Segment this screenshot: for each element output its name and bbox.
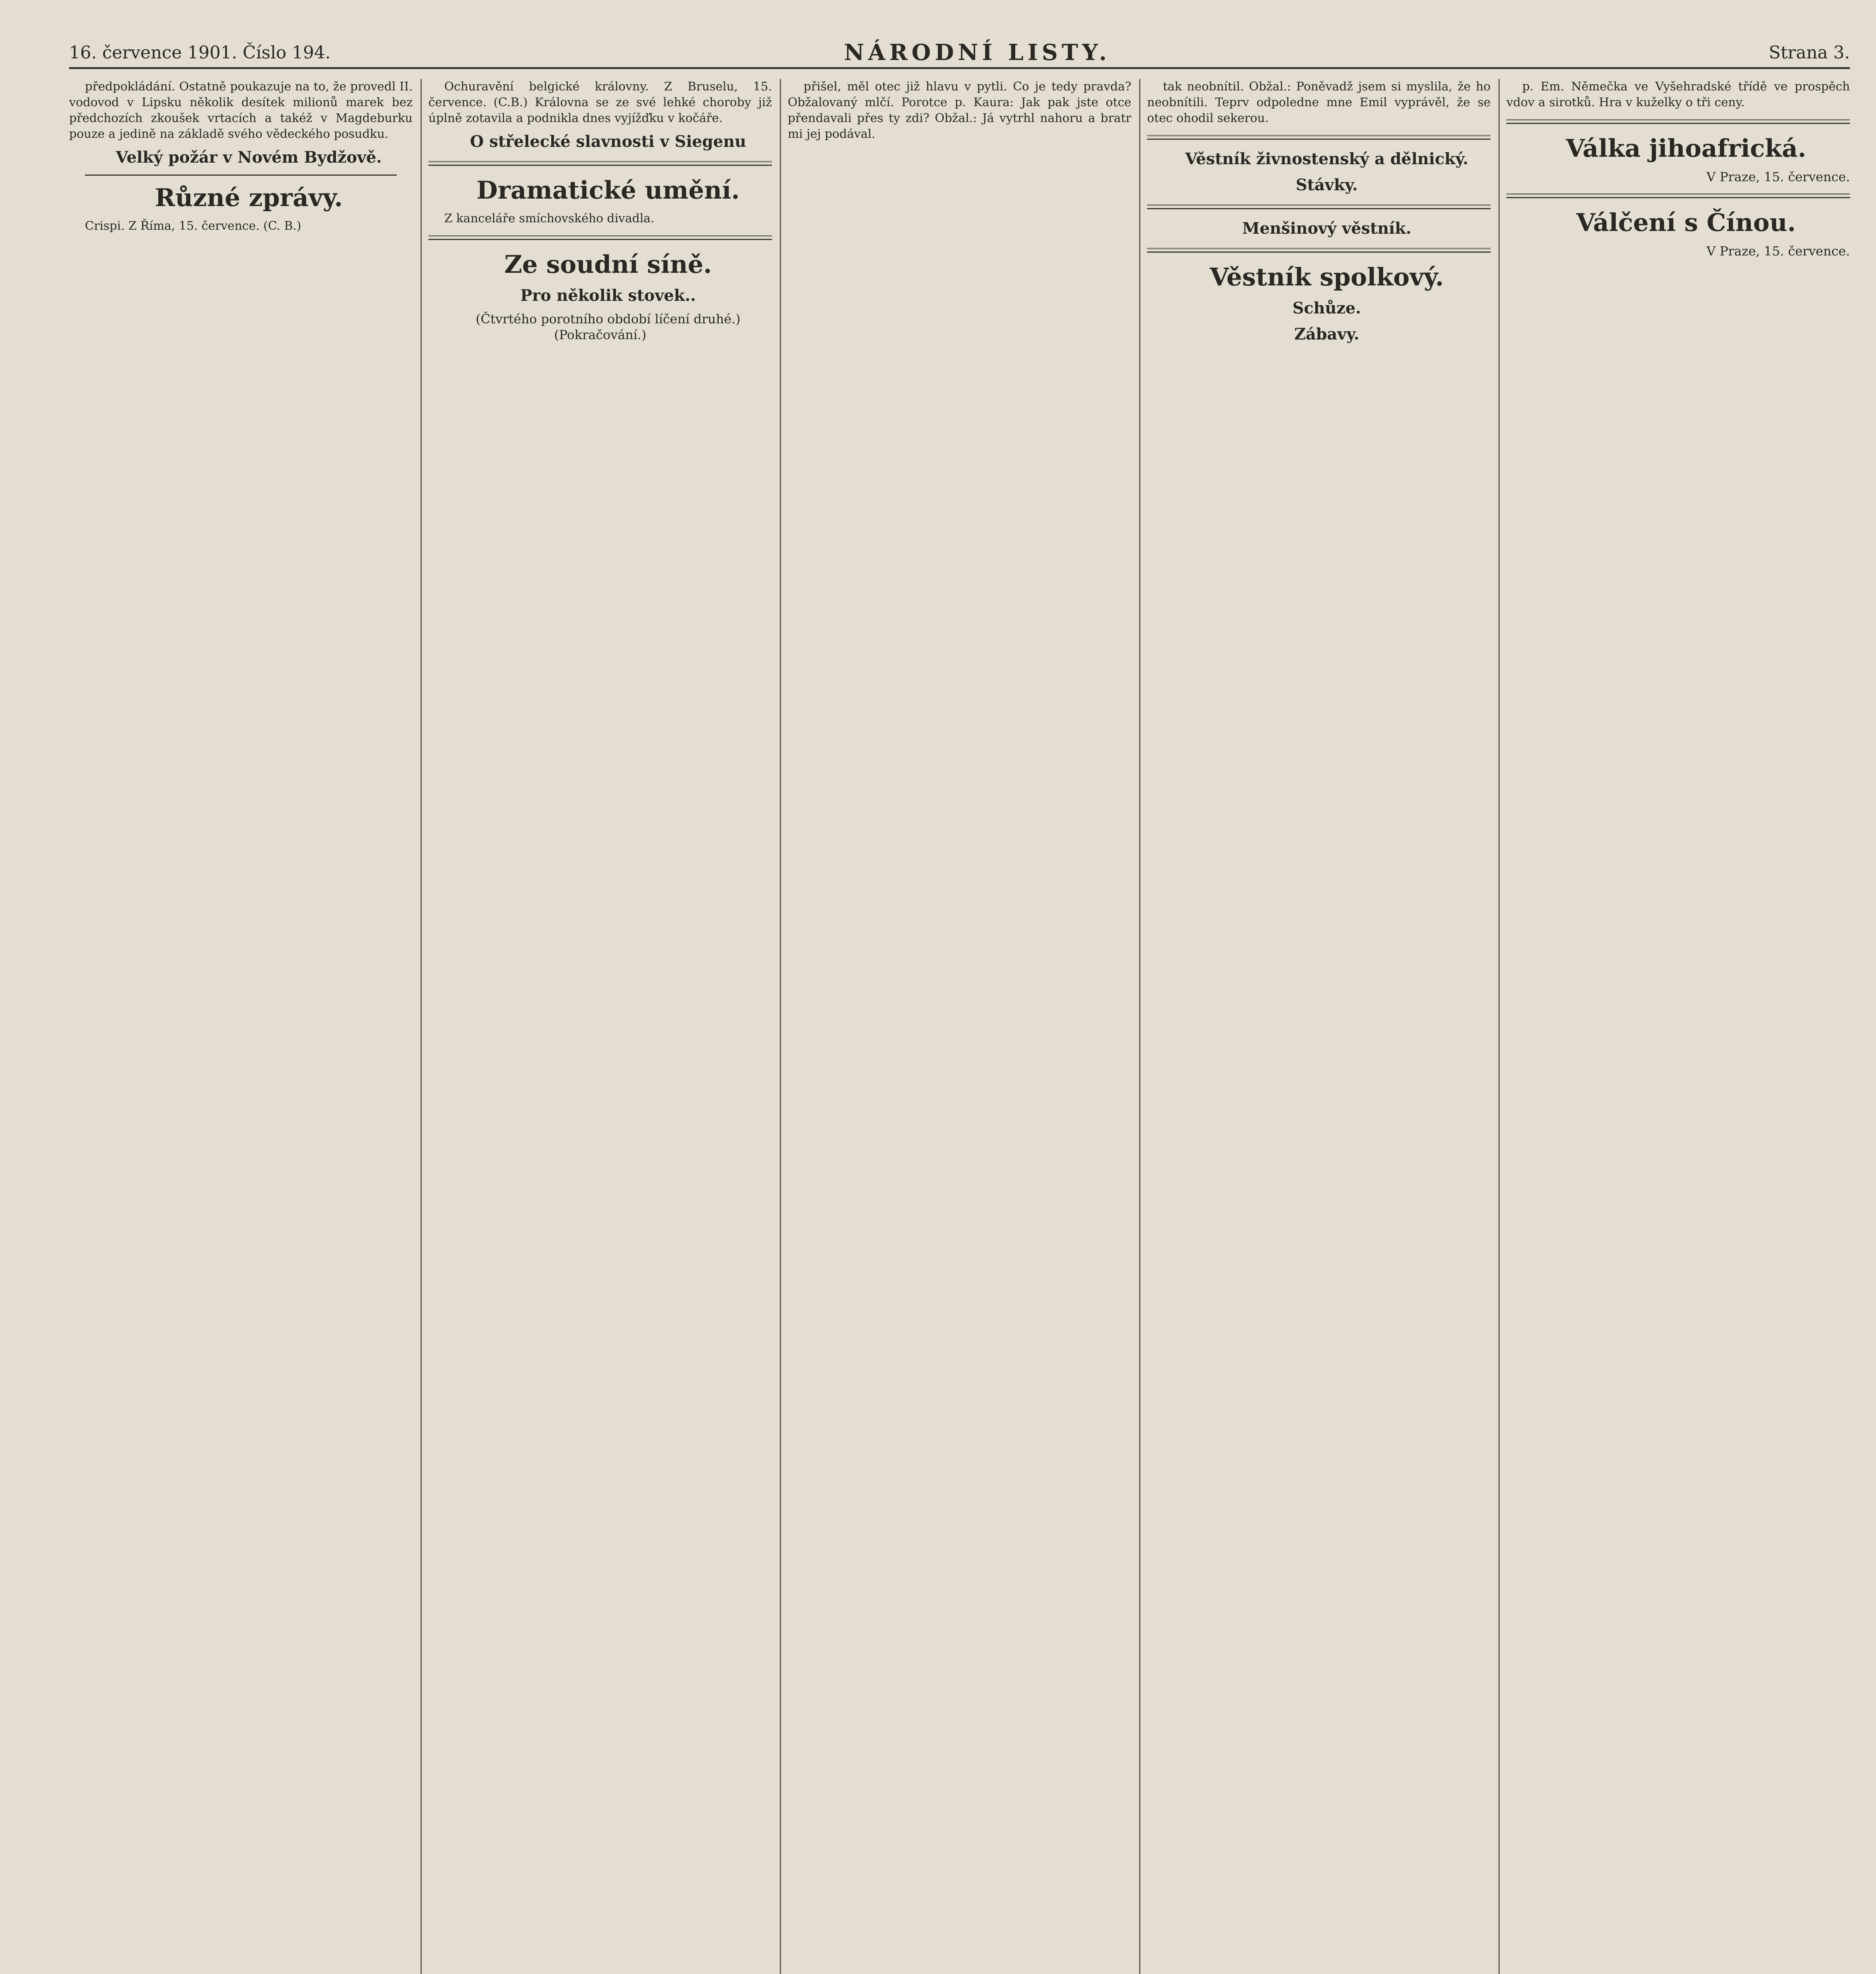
newspaper-title: NÁRODNÍ LISTY.	[844, 39, 1111, 66]
subsection-heading: Zábavy.	[1294, 325, 1360, 343]
issue-date: 16. července 1901. Číslo 194.	[69, 43, 331, 63]
article-text: Ochuravění belgické královny. Z Bruselu, 15. července. (C.B.) Královna se ze své lehké choroby již úplně zotavila a podnikla dnes vyjížďku v kočáře.	[428, 80, 772, 125]
column-rule	[1139, 79, 1140, 1974]
article-subheading: (Čtvrtého porotního období líčení druhé.) (Pokračování.)	[475, 311, 741, 342]
section-heading: Menšinový věstník.	[1242, 219, 1412, 238]
divider	[1147, 205, 1491, 209]
article-text: přišel, měl otec již hlavu v pytli. Co je tedy pravda? Obžalovaný mlčí. Porotce p. Kaura: Jak pak jste otce přendavali přes ty zdi? Obžal.: Já vytrhl nahoru a bratr mi jej podával.	[788, 80, 1131, 141]
section-heading: Válka jihoafrická.	[1566, 134, 1807, 163]
column-rule	[1499, 79, 1500, 1974]
column-rule	[780, 79, 781, 1974]
article-heading: Velký požár v Novém Bydžově.	[116, 148, 382, 167]
divider	[428, 235, 772, 240]
divider	[1506, 119, 1850, 124]
divider	[1147, 135, 1491, 140]
article-text: Z kanceláře smíchovského divadla.	[444, 212, 655, 225]
section-heading: Stávky.	[1296, 176, 1358, 194]
column-2	[428, 79, 772, 1974]
column-5	[1506, 79, 1850, 1974]
column-3	[788, 79, 1131, 1974]
section-heading: Věstník spolkový.	[1209, 263, 1444, 291]
subsection-heading: Schůze.	[1292, 299, 1361, 317]
page-number: Strana 3.	[1769, 43, 1850, 63]
masthead	[69, 39, 1850, 69]
article-text: tak neobnítil. Obžal.: Poněvadž jsem si myslila, že ho neobnítili. Teprv odpoledne mne Emil vyprávěl, že se otec ohodil sekerou.	[1147, 80, 1491, 125]
article-text: Crispi. Z Říma, 15. července. (C. B.)	[85, 219, 301, 233]
column-rule	[421, 79, 422, 1974]
column-1	[69, 79, 413, 1974]
article-heading: Pro několik stovek..	[520, 286, 696, 305]
column-4	[1147, 79, 1491, 1974]
section-heading: Různé zprávy.	[155, 183, 343, 212]
divider	[1147, 248, 1491, 253]
section-heading: Válčení s Čínou.	[1576, 208, 1796, 237]
dateline: V Praze, 15. července.	[1706, 244, 1850, 259]
section-heading: Dramatické umění.	[476, 176, 740, 205]
divider	[428, 161, 772, 166]
section-heading: Ze soudní síně.	[504, 250, 712, 279]
section-heading: Věstník živnostenský a dělnický.	[1185, 150, 1469, 168]
article-heading: O střelecké slavnosti v Siegenu	[470, 132, 746, 151]
dateline: V Praze, 15. července.	[1706, 169, 1850, 184]
article-text: p. Em. Němečka ve Vyšehradské třídě ve prospěch vdov a sirotků. Hra v kuželky o tři ceny.	[1506, 80, 1850, 109]
divider	[85, 175, 397, 176]
divider	[1506, 193, 1850, 198]
article-text: předpokládání. Ostatně poukazuje na to, že provedl II. vodovod v Lipsku několik desítek milionů marek bez předchozích zkoušek vrtacích a takéž v Magdeburku pouze a jedině na základě svého vědeckého posudku.	[69, 80, 413, 141]
